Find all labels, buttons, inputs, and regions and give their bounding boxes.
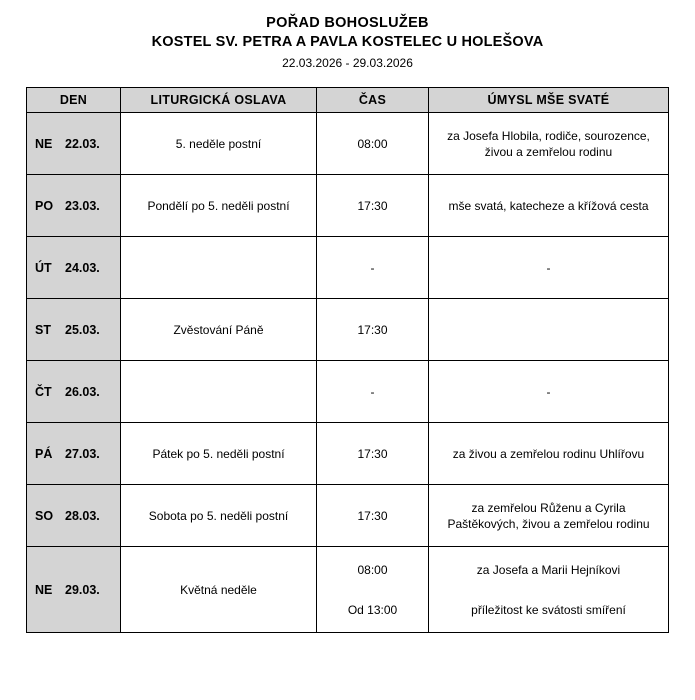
cell-celebration <box>121 361 317 423</box>
day-name: NE <box>35 582 53 597</box>
cell-time: 17:30 <box>317 299 429 361</box>
date-range: 22.03.2026 - 29.03.2026 <box>282 56 413 70</box>
day-number: 28.03. <box>65 508 100 523</box>
cell-day <box>27 237 121 299</box>
cell-intention <box>429 547 669 633</box>
cell-day <box>27 423 121 485</box>
day-name: PÁ <box>35 446 53 461</box>
cell-intention: za Josefa Hlobila, rodiče, sourozence, živou a zemřelou rodinu <box>429 113 669 175</box>
day-name: SO <box>35 508 54 523</box>
day-name: PO <box>35 198 54 213</box>
day-number: 22.03. <box>65 136 100 151</box>
column-header-celebration: LITURGICKÁ OSLAVA <box>121 88 317 113</box>
cell-celebration: Sobota po 5. neděli postní <box>121 485 317 547</box>
table-row <box>27 299 669 361</box>
page-title: POŘAD BOHOSLUŽEB <box>266 15 429 31</box>
cell-time: 17:30 <box>317 485 429 547</box>
cell-celebration: Pondělí po 5. neděli postní <box>121 175 317 237</box>
table-row <box>27 361 669 423</box>
cell-intention: mše svatá, katecheze a křížová cesta <box>429 175 669 237</box>
cell-celebration: Pátek po 5. neděli postní <box>121 423 317 485</box>
cell-time: 17:30 <box>317 175 429 237</box>
column-header-intention: ÚMYSL MŠE SVATÉ <box>429 88 669 113</box>
cell-time: - <box>317 237 429 299</box>
cell-day <box>27 175 121 237</box>
table-row <box>27 175 669 237</box>
day-name: ST <box>35 322 51 337</box>
table-row <box>27 423 669 485</box>
column-header-time: ČAS <box>317 88 429 113</box>
day-number: 26.03. <box>65 384 100 399</box>
day-name: ÚT <box>35 260 52 275</box>
cell-day <box>27 113 121 175</box>
day-number: 24.03. <box>65 260 100 275</box>
table-row <box>27 485 669 547</box>
column-header-day: DEN <box>27 88 121 113</box>
page-subtitle: KOSTEL SV. PETRA A PAVLA KOSTELEC U HOLEŠOVA <box>151 34 544 50</box>
cell-time <box>317 547 429 633</box>
cell-time: 08:00 <box>317 113 429 175</box>
cell-day <box>27 299 121 361</box>
cell-intention: - <box>429 361 669 423</box>
day-name: NE <box>35 136 53 151</box>
cell-time-secondary: Od 13:00 <box>347 602 398 617</box>
cell-intention: - <box>429 237 669 299</box>
cell-celebration: Květná neděle <box>121 547 317 633</box>
table-row <box>27 237 669 299</box>
cell-day <box>27 547 121 633</box>
cell-day <box>27 485 121 547</box>
document-header <box>0 0 695 71</box>
cell-celebration: 5. neděle postní <box>121 113 317 175</box>
table-header-row <box>27 88 669 113</box>
cell-time: - <box>317 361 429 423</box>
cell-intention: za živou a zemřelou rodinu Uhlířovu <box>429 423 669 485</box>
schedule-table <box>26 87 669 633</box>
cell-intention: za zemřelou Růženu a Cyrila Paštěkových, živou a zemřelou rodinu <box>429 485 669 547</box>
table-row <box>27 113 669 175</box>
cell-time: 17:30 <box>317 423 429 485</box>
table-row <box>27 547 669 633</box>
cell-intention <box>429 299 669 361</box>
cell-time-primary: 08:00 <box>357 562 388 577</box>
day-number: 23.03. <box>65 198 100 213</box>
day-number: 27.03. <box>65 446 100 461</box>
cell-celebration <box>121 237 317 299</box>
day-name: ČT <box>35 384 52 399</box>
cell-day <box>27 361 121 423</box>
cell-intention-secondary: příležitost ke svátosti smíření <box>471 602 626 617</box>
day-number: 29.03. <box>65 582 100 597</box>
day-number: 25.03. <box>65 322 100 337</box>
cell-celebration: Zvěstování Páně <box>121 299 317 361</box>
cell-intention-primary: za Josefa a Marii Hejníkovi <box>476 562 621 577</box>
